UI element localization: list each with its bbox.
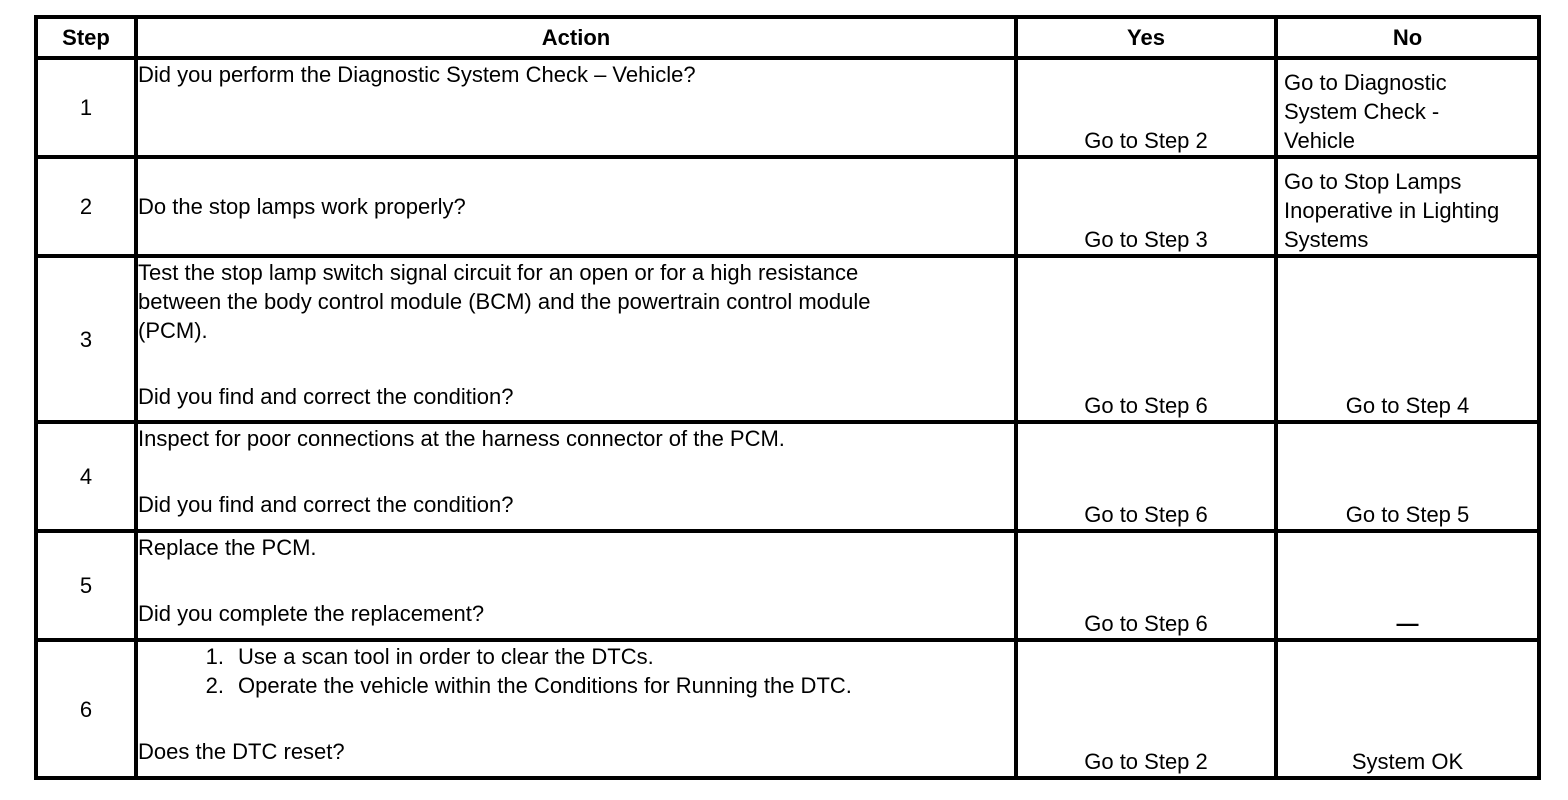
no-cell: — [1276, 531, 1539, 640]
action-question: Did you complete the replacement? [138, 601, 485, 626]
action-cell [136, 531, 1016, 640]
list-item [138, 671, 1014, 700]
no-text: Vehicle [1284, 128, 1355, 153]
list-text: Operate the vehicle within the Conditions for Running the DTC. [238, 673, 852, 698]
step-number: 4 [36, 422, 136, 531]
list-number: 1. [205, 644, 224, 669]
no-text: System Check - [1284, 99, 1440, 124]
step-number: 3 [36, 256, 136, 422]
no-cell [1276, 58, 1539, 157]
action-text: between the body control module (BCM) and the powertrain control module [138, 289, 871, 314]
table-row [36, 157, 1539, 256]
no-cell [1276, 157, 1539, 256]
action-question: Did you find and correct the condition? [138, 384, 514, 409]
no-text: Inoperative in Lighting [1284, 198, 1500, 223]
header-yes: Yes [1016, 17, 1276, 58]
action-cell [136, 157, 1016, 256]
yes-cell: Go to Step 6 [1016, 256, 1276, 422]
numbered-list [138, 642, 1014, 700]
table-row [36, 256, 1539, 422]
header-step: Step [36, 17, 136, 58]
action-question: Did you find and correct the condition? [138, 492, 514, 517]
diagnostic-table [34, 15, 1541, 780]
header-no: No [1276, 17, 1539, 58]
step-number: 5 [36, 531, 136, 640]
action-question: Does the DTC reset? [138, 739, 345, 764]
table-row [36, 640, 1539, 778]
table-row [36, 58, 1539, 157]
no-cell: System OK [1276, 640, 1539, 778]
no-text: Systems [1284, 227, 1369, 252]
header-action: Action [136, 17, 1016, 58]
list-item [138, 642, 1014, 671]
action-text: Replace the PCM. [138, 535, 317, 560]
action-cell [136, 640, 1016, 778]
step-number: 1 [36, 58, 136, 157]
table-row [36, 422, 1539, 531]
table-row [36, 531, 1539, 640]
yes-cell: Go to Step 2 [1016, 58, 1276, 157]
action-text: (PCM). [138, 318, 208, 343]
yes-cell: Go to Step 2 [1016, 640, 1276, 778]
action-text: Test the stop lamp switch signal circuit for an open or for a high resistance [138, 260, 859, 285]
action-cell [136, 422, 1016, 531]
action-text: Inspect for poor connections at the harness connector of the PCM. [138, 426, 785, 451]
no-cell: Go to Step 5 [1276, 422, 1539, 531]
action-text: Do the stop lamps work properly? [138, 194, 466, 219]
yes-cell: Go to Step 6 [1016, 422, 1276, 531]
action-text: Did you perform the Diagnostic System Check – Vehicle? [138, 62, 696, 87]
header-row [36, 17, 1539, 58]
no-text: Go to Diagnostic [1284, 70, 1447, 95]
no-text: Go to Stop Lamps [1284, 169, 1462, 194]
list-text: Use a scan tool in order to clear the DTCs. [238, 644, 654, 669]
yes-cell: Go to Step 6 [1016, 531, 1276, 640]
step-number: 2 [36, 157, 136, 256]
list-number: 2. [205, 673, 224, 698]
no-cell: Go to Step 4 [1276, 256, 1539, 422]
step-number: 6 [36, 640, 136, 778]
action-cell [136, 256, 1016, 422]
yes-cell: Go to Step 3 [1016, 157, 1276, 256]
action-cell [136, 58, 1016, 157]
